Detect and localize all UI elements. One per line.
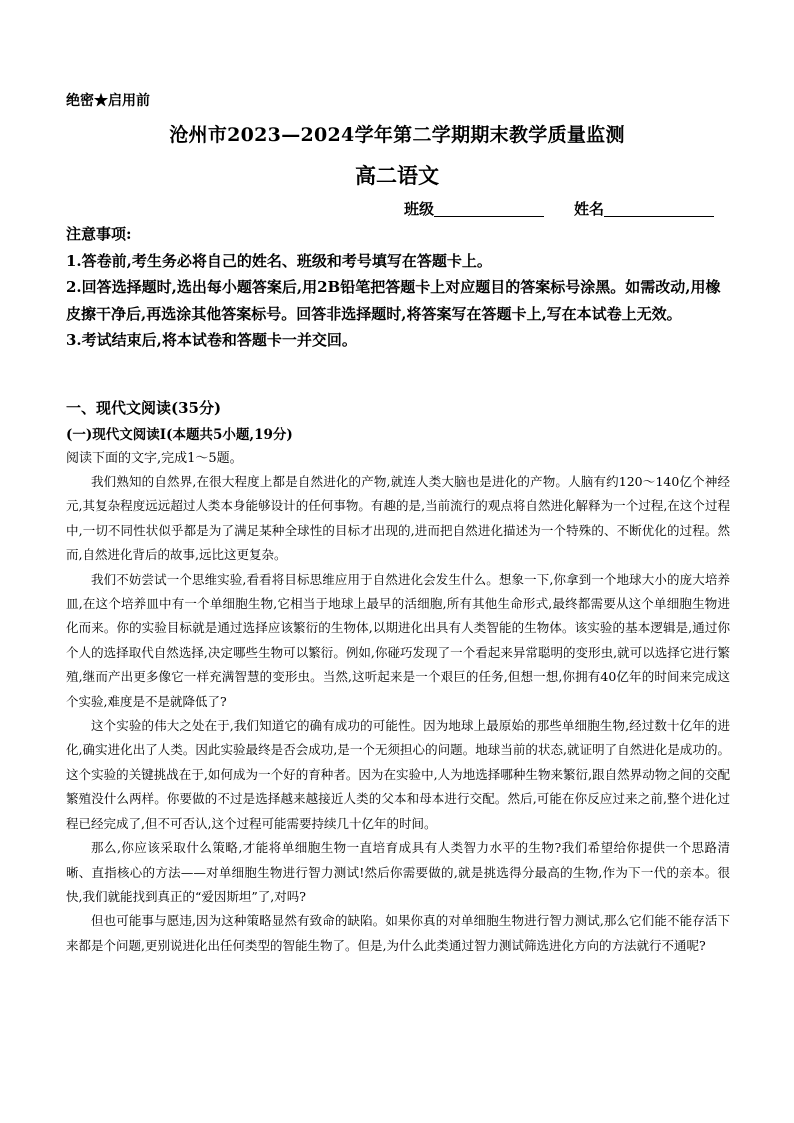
exam-title: 沧州市2023—2024学年第二学期期末教学质量监测 xyxy=(169,124,625,146)
notice-item: 1.答卷前,考生务必将自己的姓名、班级和考号填写在答题卡上。 xyxy=(66,251,492,270)
notice-heading: 注意事项: xyxy=(66,225,132,243)
reading-instruction: 阅读下面的文字,完成1～5题。 xyxy=(66,451,243,466)
section-heading: 一、现代文阅读(35分) xyxy=(66,399,222,417)
section-sub-heading: (一)现代文阅读Ⅰ(本题共5小题,19分) xyxy=(66,427,293,443)
notice-block xyxy=(66,221,730,354)
passage-paragraph: 但也可能事与愿违,因为这种策略显然有致命的缺陷。如果你真的对单细胞生物进行智力测试,那么它们能不能存活下来都是个问题,更别说进化出任何类型的智能生物了。但是,为什么此类通过智力测试筛选进化方向的方法就行不通呢? xyxy=(66,913,730,953)
class-label: 班级 xyxy=(404,200,435,218)
subject-title: 高二语文 xyxy=(355,163,439,188)
notice-item: 2.回答选择题时,选出每小题答案后,用2B铅笔把答题卡上对应题目的答案标号涂黑。如需改动,用橡皮擦干净后,再选涂其他答案标号。回答非选择题时,将答案写在答题卡上,写在本试卷上无效。 xyxy=(66,278,721,323)
passage-paragraph: 我们熟知的自然界,在很大程度上都是自然进化的产物,就连人类大脑也是进化的产物。人脑有约120～140亿个神经元,其复杂程度远远超过人类本身能够设计的任何事物。有趣的是,当前流行的观点将自然进化解释为一个过程,在这个过程中,一切不同性状似乎都是为了满足某种全球性的目标才出现的,进而把自然进化描述为一个特殊的、不断优化的过程。然而,自然进化背后的故事,远比这更复杂。 xyxy=(66,474,730,563)
student-info-fields xyxy=(404,198,714,219)
notice-item: 3.考试结束后,将本试卷和答题卡一并交回。 xyxy=(66,331,357,349)
reading-passage xyxy=(66,470,730,958)
class-blank[interactable] xyxy=(434,200,544,217)
passage-paragraph: 那么,你应该采取什么策略,才能将单细胞生物一直培育成具有人类智力水平的生物?我们希望给你提供一个思路清晰、直指核心的方法——对单细胞生物进行智力测试!然后你需要做的,就是挑选得分最高的生物,作为下一代的亲本。很快,我们就能找到真正的“爱因斯坦”了,对吗? xyxy=(66,840,730,904)
name-label: 姓名 xyxy=(574,200,605,218)
secret-mark: 绝密★启用前 xyxy=(66,93,150,109)
passage-paragraph: 这个实验的伟大之处在于,我们知道它的确有成功的可能性。因为地球上最原始的那些单细胞生物,经过数十亿年的进化,确实进化出了人类。因此实验最终是否会成功,是一个无须担心的问题。地球当前的状态,就证明了自然进化是成功的。这个实验的关键挑战在于,如何成为一个好的育种者。因为在实验中,人为地选择哪种生物来繁衍,跟自然界动物之间的交配繁殖没什么两样。你要做的不过是选择越来越接近人类的父本和母本进行交配。然后,可能在你反应过来之前,整个进化过程已经完成了,但不可否认,这个过程可能需要持续几十亿年的时间。 xyxy=(66,718,730,831)
passage-paragraph: 我们不妨尝试一个思维实验,看看将目标思维应用于自然进化会发生什么。想象一下,你拿到一个地球大小的庞大培养皿,在这个培养皿中有一个单细胞生物,它相当于地球上最早的活细胞,所有其他生命形式,最终都需要从这个单细胞生物进化而来。你的实验目标就是通过选择应该繁衍的生物体,以期进化出具有人类智能的生物体。该实验的基本逻辑是,通过你个人的选择取代自然选择,决定哪些生物可以繁衍。例如,你碰巧发现了一个看起来异常聪明的变形虫,就可以选择它进行繁殖,继而产出更多像它一样充满智慧的变形虫。当然,这听起来是一个艰巨的任务,但想一想,你拥有40亿年的时间来完成这个实验,难度是不是就降低了? xyxy=(66,571,730,709)
name-blank[interactable] xyxy=(604,200,714,217)
